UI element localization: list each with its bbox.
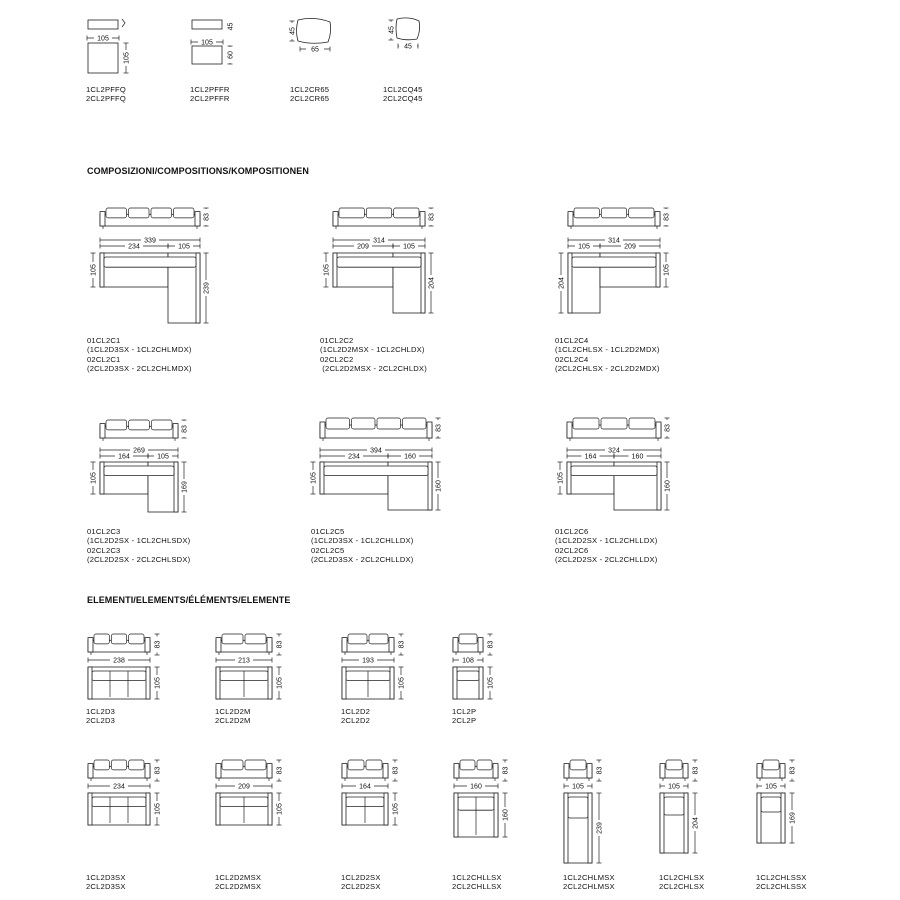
armrest bbox=[216, 764, 221, 778]
element-codes: 1CL2D2 2CL2D2 bbox=[341, 707, 371, 726]
arm-plan bbox=[216, 793, 220, 825]
arm-plan bbox=[656, 253, 660, 287]
dimension-label: 394 bbox=[370, 447, 382, 455]
element-codes: 1CL2D2MSX 2CL2D2MSX bbox=[215, 873, 262, 892]
element-codes: 1CL2P 2CL2P bbox=[452, 707, 477, 726]
dimension-label: 65 bbox=[311, 46, 319, 54]
dimension-label: 160 bbox=[631, 453, 644, 461]
armrest bbox=[420, 212, 425, 226]
dimension-label: 160 bbox=[435, 480, 443, 492]
dimension-label: 83 bbox=[276, 766, 284, 775]
armrest bbox=[88, 764, 93, 778]
arm-plan bbox=[216, 667, 220, 699]
dimension-label: 105 bbox=[201, 39, 213, 47]
backrest-plan bbox=[568, 797, 588, 818]
element-diagram bbox=[88, 760, 161, 825]
pouf-elevation bbox=[192, 20, 222, 29]
dimension-label: 234 bbox=[348, 453, 360, 461]
dimension-label: 234 bbox=[113, 783, 125, 791]
element-diagram bbox=[88, 634, 161, 699]
back-cushion bbox=[570, 760, 586, 770]
back-cushion bbox=[601, 208, 626, 218]
composition-diagram bbox=[556, 418, 671, 510]
back-cushion bbox=[326, 418, 350, 429]
dimension-label: 204 bbox=[692, 817, 700, 829]
dimension-label: 213 bbox=[238, 657, 250, 665]
arm-plan bbox=[454, 793, 458, 837]
arm-plan bbox=[660, 793, 664, 853]
back-cushion bbox=[366, 760, 382, 770]
dimension-label: 105 bbox=[572, 783, 584, 791]
back-cushion bbox=[111, 760, 126, 770]
back-cushion bbox=[629, 208, 654, 218]
accessory-cushion-rect bbox=[288, 18, 331, 53]
dimension-label: 108 bbox=[462, 657, 474, 665]
dimension-label: 209 bbox=[357, 243, 369, 251]
back-cushion bbox=[573, 418, 599, 429]
back-cushion bbox=[369, 634, 388, 644]
backrest-plan bbox=[104, 466, 174, 476]
dimension-label: 83 bbox=[276, 640, 284, 649]
arm-plan bbox=[564, 793, 568, 863]
dimension-label: 105 bbox=[663, 264, 671, 276]
dimension-label: 83 bbox=[154, 640, 162, 649]
dimension-label: 164 bbox=[584, 453, 597, 461]
dimension-label: 234 bbox=[128, 243, 140, 251]
backrest-plan bbox=[761, 797, 781, 812]
element-diagram bbox=[454, 760, 509, 837]
armrest bbox=[655, 212, 660, 226]
compositions-heading: COMPOSIZIONI/COMPOSITIONS/KOMPOSITIONEN bbox=[87, 166, 309, 176]
dimension-label: 83 bbox=[435, 424, 443, 432]
arm-plan bbox=[196, 253, 200, 323]
pouf-elevation bbox=[88, 20, 118, 29]
dimension-label: 83 bbox=[428, 213, 436, 221]
accessory-codes: 1CL2CQ45 2CL2CQ45 bbox=[383, 85, 423, 104]
armrest bbox=[389, 638, 394, 652]
composition-codes: 01CL2C2 (1CL2D2MSX - 1CL2CHLDX) 02CL2C2 (2CL2D2MSX - 2CL2CHLDX) bbox=[320, 336, 427, 373]
back-cushion bbox=[151, 208, 172, 218]
backrest-plan bbox=[572, 257, 656, 267]
armrest bbox=[568, 212, 573, 226]
back-cushion bbox=[459, 634, 477, 644]
element-codes: 1CL2D2M 2CL2D2M bbox=[215, 707, 251, 726]
dimension-label: 169 bbox=[181, 481, 189, 493]
dimension-label: 45 bbox=[227, 22, 235, 31]
composition-diagram bbox=[309, 418, 442, 510]
back-cushion bbox=[129, 760, 144, 770]
dimension-label: 83 bbox=[596, 766, 604, 775]
arm-plan bbox=[384, 793, 388, 825]
back-cushion bbox=[403, 418, 427, 429]
armrest bbox=[342, 638, 347, 652]
armrest bbox=[195, 212, 200, 226]
dimension-label: 239 bbox=[596, 822, 604, 834]
armrest bbox=[88, 638, 93, 652]
backrest-plan bbox=[337, 257, 421, 267]
back-cushion bbox=[348, 760, 364, 770]
arm-plan bbox=[333, 253, 337, 287]
dimension-label: 105 bbox=[310, 472, 318, 484]
accessory-codes: 1CL2CR65 2CL2CR65 bbox=[290, 85, 330, 104]
arm-plan bbox=[342, 667, 346, 699]
element-diagram bbox=[216, 634, 283, 699]
dimension-label: 160 bbox=[470, 783, 482, 791]
armrest bbox=[660, 764, 665, 778]
composition-codes: 01CL2C3 (1CL2D2SX - 1CL2CHLSDX) 02CL2C3 (2CL2D2SX - 2CL2CHLSDX) bbox=[87, 527, 191, 564]
dimension-label: 83 bbox=[181, 425, 189, 433]
dimension-label: 105 bbox=[154, 677, 162, 689]
armrest bbox=[453, 638, 458, 652]
dimension-label: 45 bbox=[289, 27, 297, 35]
back-cushion bbox=[366, 208, 391, 218]
arm-plan bbox=[421, 253, 425, 313]
dimension-label: 204 bbox=[428, 277, 436, 289]
dimension-label: 269 bbox=[133, 447, 145, 455]
dimension-label: 83 bbox=[154, 766, 162, 775]
back-cushion bbox=[94, 634, 109, 644]
dimension-label: 209 bbox=[238, 783, 250, 791]
arm-plan bbox=[390, 667, 394, 699]
element-diagram bbox=[564, 760, 603, 863]
back-cushion bbox=[601, 418, 627, 429]
armrest bbox=[478, 638, 483, 652]
dimension-label: 238 bbox=[113, 657, 125, 665]
back-cushion bbox=[348, 634, 367, 644]
armrest bbox=[567, 422, 572, 438]
arm-plan bbox=[174, 462, 178, 512]
armrest bbox=[145, 764, 150, 778]
dimension-label: 83 bbox=[487, 640, 495, 649]
dimension-label: 83 bbox=[663, 213, 671, 221]
armrest bbox=[100, 424, 105, 438]
dimension-label: 105 bbox=[578, 243, 590, 251]
back-cushion bbox=[394, 208, 419, 218]
back-cushion bbox=[111, 634, 126, 644]
arm-plan bbox=[342, 793, 346, 825]
dimension-label: 164 bbox=[359, 783, 371, 791]
dimension-label: 83 bbox=[398, 640, 406, 649]
dimension-label: 105 bbox=[276, 803, 284, 815]
armrest bbox=[267, 638, 272, 652]
armrest bbox=[342, 764, 347, 778]
dimension-label: 105 bbox=[97, 35, 109, 43]
backrest-plan bbox=[104, 257, 196, 267]
dimension-label: 105 bbox=[323, 264, 331, 276]
dimension-label: 204 bbox=[558, 277, 566, 289]
dimension-label: 45 bbox=[404, 43, 412, 51]
dimension-label: 45 bbox=[388, 26, 396, 34]
armrest bbox=[427, 422, 432, 438]
armrest bbox=[173, 424, 178, 438]
back-cushion bbox=[574, 208, 599, 218]
back-cushion bbox=[174, 208, 195, 218]
back-cushion bbox=[151, 420, 172, 430]
dimension-label: 105 bbox=[668, 783, 680, 791]
arm-plan bbox=[268, 793, 272, 825]
composition-codes: 01CL2C1 (1CL2D3SX - 1CL2CHLMDX) 02CL2C1 (2CL2D3SX - 2CL2CHLMDX) bbox=[87, 336, 192, 373]
dimension-label: 324 bbox=[608, 447, 620, 455]
back-cushion bbox=[477, 760, 492, 770]
back-cushion bbox=[666, 760, 682, 770]
armrest bbox=[493, 764, 498, 778]
backrest-plan bbox=[324, 466, 428, 476]
arm-plan bbox=[100, 253, 104, 287]
arm-plan bbox=[268, 667, 272, 699]
back-cushion bbox=[245, 760, 266, 770]
dimension-label: 105 bbox=[154, 803, 162, 815]
dimension-label: 83 bbox=[789, 766, 797, 775]
element-codes: 1CL2D2SX 2CL2D2SX bbox=[341, 873, 381, 892]
dimension-label: 105 bbox=[123, 52, 131, 64]
arm-plan bbox=[684, 793, 688, 853]
dimension-label: 105 bbox=[557, 472, 565, 484]
dimension-label: 105 bbox=[178, 243, 190, 251]
dimension-label: 314 bbox=[373, 237, 385, 245]
dimension-label: 83 bbox=[664, 424, 672, 432]
composition-diagram bbox=[89, 208, 210, 323]
dimension-label: 83 bbox=[692, 766, 700, 775]
back-cushion bbox=[629, 418, 655, 429]
composition-codes: 01CL2C6 (1CL2D2SX - 1CL2CHLLDX) 02CL2C6 (2CL2D2SX - 2CL2CHLLDX) bbox=[555, 527, 658, 564]
element-codes: 1CL2CHLMSX 2CL2CHLMSX bbox=[563, 873, 615, 892]
dimension-label: 160 bbox=[502, 809, 510, 821]
arm-plan bbox=[146, 667, 150, 699]
dimension-label: 105 bbox=[403, 243, 415, 251]
accessory-cushion-square bbox=[387, 18, 420, 50]
arrow-icon bbox=[122, 19, 125, 27]
back-cushion bbox=[129, 634, 144, 644]
dimension-label: 105 bbox=[487, 677, 495, 689]
dimension-label: 60 bbox=[227, 51, 235, 59]
accessory-pouf-square bbox=[87, 19, 130, 73]
back-cushion bbox=[106, 420, 127, 430]
dimension-label: 105 bbox=[398, 677, 406, 689]
armrest bbox=[564, 764, 569, 778]
dimension-label: 339 bbox=[144, 237, 156, 245]
armrest bbox=[267, 764, 272, 778]
arm-plan bbox=[320, 462, 324, 494]
back-cushion bbox=[352, 418, 376, 429]
dimension-label: 160 bbox=[664, 480, 672, 492]
arm-plan bbox=[146, 793, 150, 825]
dimension-label: 239 bbox=[203, 282, 211, 294]
dimension-label: 105 bbox=[90, 264, 98, 276]
back-cushion bbox=[763, 760, 779, 770]
arm-plan bbox=[428, 462, 432, 510]
armrest bbox=[587, 764, 592, 778]
dimension-label: 83 bbox=[392, 766, 400, 775]
armrest bbox=[683, 764, 688, 778]
back-cushion bbox=[222, 760, 243, 770]
back-cushion bbox=[106, 208, 127, 218]
accessory-codes: 1CL2PFFR 2CL2PFFR bbox=[190, 85, 230, 104]
back-cushion bbox=[377, 418, 401, 429]
composition-diagram bbox=[557, 208, 670, 313]
dimension-label: 209 bbox=[624, 243, 636, 251]
arm-plan bbox=[567, 462, 571, 494]
arm-plan bbox=[757, 793, 761, 843]
back-cushion bbox=[339, 208, 364, 218]
arm-plan bbox=[588, 793, 592, 863]
dimension-label: 105 bbox=[157, 453, 169, 461]
element-diagram bbox=[660, 760, 699, 853]
arm-plan bbox=[88, 793, 92, 825]
dimension-label: 105 bbox=[392, 803, 400, 815]
element-diagram bbox=[757, 760, 796, 843]
composition-diagram bbox=[89, 420, 188, 512]
dimension-label: 164 bbox=[118, 453, 130, 461]
cushion-shape bbox=[297, 18, 331, 43]
armrest bbox=[383, 764, 388, 778]
dimension-label: 105 bbox=[765, 783, 777, 791]
armrest bbox=[320, 422, 325, 438]
element-codes: 1CL2CHLSSX 2CL2CHLSSX bbox=[756, 873, 807, 892]
accessory-codes: 1CL2PFFQ 2CL2PFFQ bbox=[86, 85, 127, 104]
pouf-plan bbox=[192, 46, 222, 64]
arm-plan bbox=[88, 667, 92, 699]
element-codes: 1CL2D3SX 2CL2D3SX bbox=[86, 873, 126, 892]
element-diagram bbox=[216, 760, 283, 825]
armrest bbox=[145, 638, 150, 652]
composition-codes: 01CL2C4 (1CL2CHLSX - 1CL2D2MDX) 02CL2C4 (2CL2CHLSX - 2CL2D2MDX) bbox=[555, 336, 660, 373]
arm-plan bbox=[657, 462, 661, 510]
armrest bbox=[656, 422, 661, 438]
composition-codes: 01CL2C5 (1CL2D3SX - 1CL2CHLLDX) 02CL2C5 (2CL2D3SX - 2CL2CHLLDX) bbox=[311, 527, 414, 564]
dimension-label: 105 bbox=[90, 472, 98, 484]
element-codes: 1CL2CHLLSX 2CL2CHLLSX bbox=[452, 873, 502, 892]
backrest-plan bbox=[457, 671, 479, 681]
arm-plan bbox=[100, 462, 104, 494]
armrest bbox=[333, 212, 338, 226]
back-cushion bbox=[94, 760, 109, 770]
pouf-plan bbox=[88, 43, 118, 73]
backrest-plan bbox=[571, 466, 657, 476]
arm-plan bbox=[494, 793, 498, 837]
arm-plan bbox=[479, 667, 483, 699]
elements-heading: ELEMENTI/ELEMENTS/ÉLÉMENTS/ELEMENTE bbox=[87, 595, 291, 605]
element-codes: 1CL2D3 2CL2D3 bbox=[86, 707, 116, 726]
dimension-label: 314 bbox=[608, 237, 620, 245]
dimension-label: 83 bbox=[203, 213, 211, 221]
cushion-shape bbox=[396, 18, 420, 40]
element-diagram bbox=[342, 760, 399, 825]
element-diagram bbox=[453, 634, 494, 699]
backrest-plan bbox=[92, 671, 146, 681]
armrest bbox=[100, 212, 105, 226]
element-diagram bbox=[342, 634, 405, 699]
back-cushion bbox=[245, 634, 266, 644]
back-cushion bbox=[129, 420, 150, 430]
composition-diagram bbox=[322, 208, 435, 313]
back-cushion bbox=[460, 760, 475, 770]
dimension-label: 169 bbox=[789, 812, 797, 824]
back-cushion bbox=[129, 208, 150, 218]
armrest bbox=[757, 764, 762, 778]
armrest bbox=[216, 638, 221, 652]
arm-plan bbox=[453, 667, 457, 699]
dimension-label: 193 bbox=[362, 657, 374, 665]
arm-plan bbox=[568, 253, 572, 313]
dimension-label: 105 bbox=[276, 677, 284, 689]
arm-plan bbox=[781, 793, 785, 843]
element-codes: 1CL2CHLSX 2CL2CHLSX bbox=[659, 873, 705, 892]
armrest bbox=[454, 764, 459, 778]
armrest bbox=[780, 764, 785, 778]
back-cushion bbox=[222, 634, 243, 644]
dimension-label: 160 bbox=[404, 453, 416, 461]
dimension-label: 83 bbox=[502, 766, 510, 775]
accessory-pouf-rect bbox=[191, 19, 234, 65]
backrest-plan bbox=[92, 797, 146, 807]
backrest-plan bbox=[664, 797, 684, 815]
